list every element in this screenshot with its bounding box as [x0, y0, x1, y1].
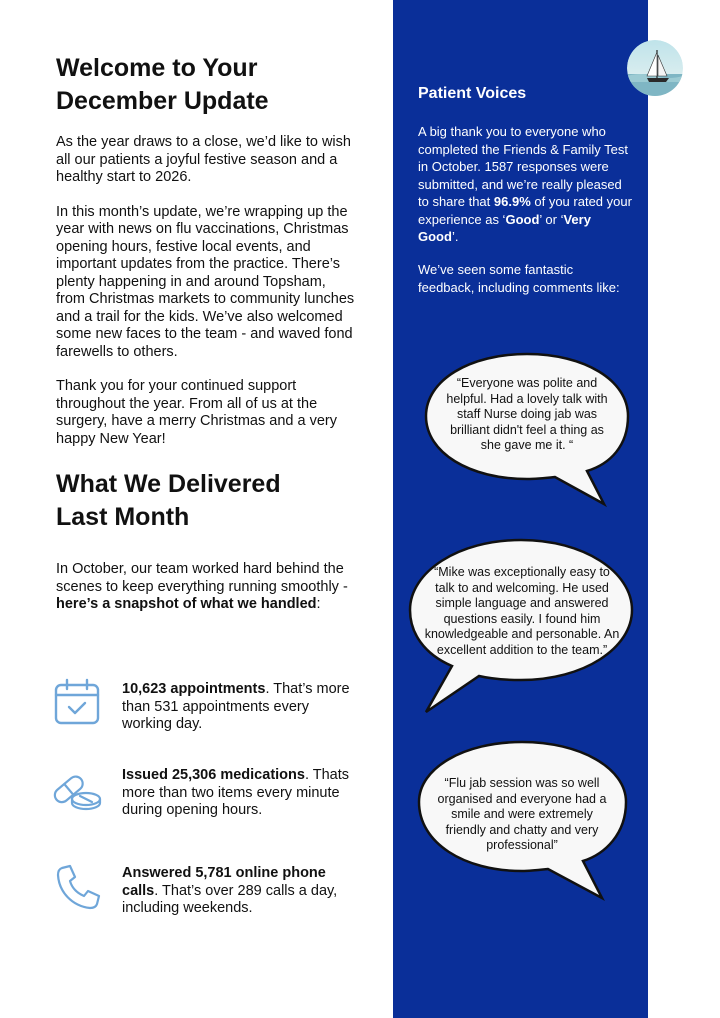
rating-very-good: Very Good [418, 211, 591, 244]
quote-bubble-1 [422, 350, 632, 510]
welcome-paragraph-2: In this month’s update, we’re wrapping up the year with news on flu vaccinations, Christmas opening hours, festive local events, and important updates from the practice. There’s plenty happening in and around Topsham, from Christmas markets to community lunches and a trail for the kids. We’ve also welcomed some new faces to the team - and waved fond farewells to others. [56, 203, 355, 360]
intro-end: : [316, 596, 321, 612]
stat-rest: . That’s over 289 calls a day, including weekends. [122, 882, 338, 916]
title-line-1: Welcome to Your [56, 54, 258, 82]
quote-text-2: “Mike was exceptionally easy to talk to and welcoming. He used simple language and answered questions easily. I found him knowledgeable and personable. An excellent addition to the team.” [424, 565, 620, 657]
welcome-paragraph-1: As the year draws to a close, we’d like to wish all our patients a joyful festive season and a healthy start to 2026. [56, 134, 351, 185]
pills-icon [50, 764, 104, 818]
calendar-check-icon [50, 676, 104, 730]
stat-rest: . Thats more than two items every minute during opening hours. [122, 767, 350, 818]
stat-bold: 10,623 appointments [122, 681, 266, 697]
left-column [56, 52, 356, 614]
delivered-title-line-2: Last Month [56, 503, 190, 531]
rating-good: Good [505, 211, 540, 227]
patient-voices-title: Patient Voices [418, 85, 527, 102]
page-title [56, 52, 356, 118]
satisfaction-percent: 96.9% [493, 194, 531, 209]
stat-phone-calls [122, 865, 362, 918]
stat-appointments [122, 681, 362, 734]
stat-rest: . That’s more than 531 appointments every working day. [122, 681, 350, 732]
stat-medications [122, 767, 362, 820]
voices-text: ’. [451, 229, 459, 244]
quote-bubble-2 [406, 536, 636, 716]
voices-paragraph-1 [418, 123, 633, 246]
intro-text: In October, our team worked hard behind the scenes to keep everything running smoothly - [56, 561, 348, 595]
phone-icon [50, 860, 104, 914]
delivered-title-line-1: What We Delivered [56, 470, 281, 498]
stat-bold: Issued 25,306 medications [122, 767, 305, 783]
title-line-2: December Update [56, 87, 269, 115]
voices-text: ’ or ‘ [539, 211, 564, 227]
intro-bold-text: here’s a snapshot of what we handled [56, 596, 317, 612]
voices-paragraph-2: We’ve seen some fantastic feedback, including comments like: [418, 262, 620, 295]
stat-bold: Answered 5,781 online phone calls [122, 865, 326, 899]
welcome-paragraph-3: Thank you for your continued support throughout the year. From all of us at the surgery, have a merry Christmas and a very happy New Year! [56, 378, 337, 447]
voices-text: A big thank you to everyone who completed the Friends & Family Test in October. 1587 responses were submitted, and we’re really pleased to share that [418, 124, 629, 209]
practice-logo [627, 40, 683, 96]
quote-bubble-3 [415, 738, 630, 902]
delivered-intro [56, 561, 356, 614]
quote-text-1: “Everyone was polite and helpful. Had a lovely talk with staff Nurse doing jab was brilliant didn't feel a thing as she gave me it. “ [446, 376, 608, 452]
voices-text: of you rated your experience as ‘ [418, 194, 632, 227]
quote-text-3: “Flu jab session was so well organised and everyone had a smile and were extremely friendly and chatty and very professional” [437, 776, 607, 852]
delivered-title [56, 468, 356, 534]
